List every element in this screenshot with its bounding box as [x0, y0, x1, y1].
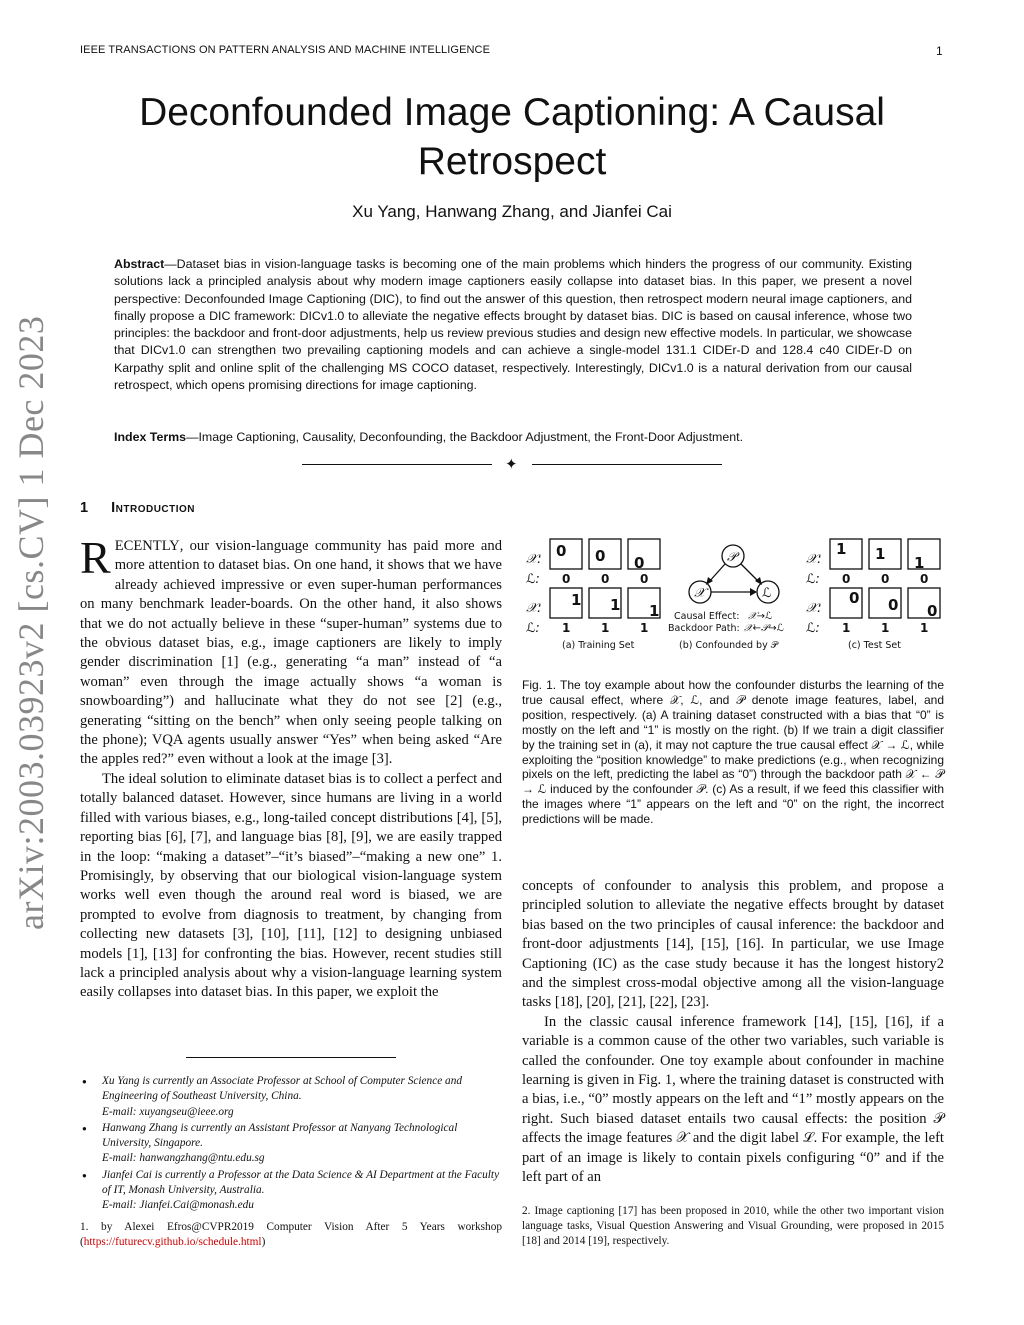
- c-test-digit-3: 1: [914, 554, 925, 572]
- a-row2-l-label: ℒ:: [526, 621, 540, 636]
- arxiv-stamp: arXiv:2003.03923v2 [cs.CV] 1 Dec 2023: [11, 315, 51, 930]
- intro-paragraph-1: [80, 532, 502, 770]
- panel-a-caption: (a) Training Set: [562, 640, 635, 651]
- section-number: 1: [80, 500, 89, 516]
- panel-c-caption: (c) Test Set: [848, 640, 901, 651]
- causal-effect-path: 𝒳→ℒ: [748, 611, 773, 622]
- c-test-digit-4: 0: [849, 589, 860, 607]
- a-train-digit-1: 0: [556, 542, 567, 560]
- a-label-4: 1: [562, 621, 571, 635]
- a-label-3: 0: [640, 572, 649, 586]
- c-row1-l-label: ℒ:: [806, 572, 820, 587]
- intro-paragraph-2: The ideal solution to eliminate dataset bias is to collect a perfect and totally balanced dataset. However, since humans are living in a world filled with various biases, e.g., long-tailed concept distributions [4], [5], reporting bias [6], [7], and language bias [8], [9], we are easily trapped in the loop: “making a dataset”–“it’s biased”–“making a new one” 1. Promisingly, by observing that our biological vision-language system works well even though the around real word is biased, we are prompted to evolve from diagnosis to treatment, by changing from collecting new datasets [3], [10], [11], [12] to designing unbiased models [1], [13] for confronting the bias. However, recent studies still lack a principled analysis about why a vision-language learning system easily collapses into dataset bias. In this paper, we exploit the: [80, 770, 502, 1001]
- index-terms: [114, 430, 912, 444]
- c-label-3: 0: [920, 572, 929, 586]
- section-title: Introduction: [111, 500, 196, 516]
- journal-header: IEEE TRANSACTIONS ON PATTERN ANALYSIS AND MACHINE INTELLIGENCE: [80, 44, 491, 56]
- page-number: 1: [936, 44, 943, 58]
- panel-b-caption: (b) Confounded by 𝒫: [679, 640, 778, 651]
- c-label-6: 1: [920, 621, 929, 635]
- c-row2-x-label: 𝒳:: [806, 601, 822, 616]
- node-l-label: ℒ: [762, 586, 772, 601]
- c-test-digit-5: 0: [888, 596, 899, 614]
- c-row1-x-label: 𝒳:: [806, 552, 822, 567]
- footnote-1: [80, 1220, 502, 1250]
- node-x-label: 𝒳: [694, 586, 706, 601]
- footnote-1-text: 1. by Alexei Efros@CVPR2019 Computer Vision After 5 Years workshop (: [80, 1221, 502, 1248]
- separator-left: [302, 464, 492, 465]
- paper-title: [80, 88, 944, 186]
- footnote-2: 2. Image captioning [17] has been proposed in 2010, while the other two important vision language tasks, Visual Question Answering and Visual Grounding, were proposed in 2015 [18] and 2014 [19], respectively.: [522, 1205, 944, 1247]
- affiliation-1: [80, 1074, 502, 1120]
- c-label-4: 1: [842, 621, 851, 635]
- affiliation-1-text: ● Xu Yang is currently an Associate Professor at School of Computer Science and Engineering of Southeast University, China.: [102, 1075, 463, 1103]
- a-train-digit-6: 1: [649, 602, 660, 620]
- a-row1-l-label: ℒ:: [526, 572, 540, 587]
- c-test-digit-2: 1: [875, 545, 886, 563]
- affiliation-3: [80, 1168, 502, 1214]
- c-label-5: 1: [881, 621, 890, 635]
- authors: Xu Yang, Hanwang Zhang, and Jianfei Cai: [352, 202, 672, 221]
- intro-lead: ECENTLY: [114, 538, 180, 554]
- affiliation-3-text: ● Jianfei Cai is currently a Professor at the Data Science & AI Department at the Faculty of IT, Monash University, Australia.: [102, 1168, 500, 1197]
- intro-p1-text: , our vision-language community has paid more and more attention to dataset bias. On one hand, it shows that we have already achieved impressive or even super-human performances on many benchmark leader-boards. On the other hand, it also shows that we do not actually believe in these “super-human” systems due to the obvious dataset bias, e.g., image captioners are likely to imply gender discrimination [1] (e.g., generating “a man” instead of “a woman” even through the image actually shows “a woman is snowboarding”) and hallucinate what they do not see [2] (e.g., generating “sitting on the bench” when only seeing people talking on the phone); VQA agents usually answer “Yes” when being asked “Are the apples red?” even without a look at the image [3].: [80, 538, 502, 768]
- title-line-1: Deconfounded Image Captioning: A Causal: [139, 91, 885, 134]
- a-row2-x-label: 𝒳:: [526, 601, 542, 616]
- title-line-2: Retrospect: [417, 140, 607, 183]
- index-terms-text: —Image Captioning, Causality, Deconfounding, the Backdoor Adjustment, the Front-Door Adjustment.: [186, 430, 744, 444]
- intro-paragraph-4: In the classic causal inference framework [14], [15], [16], if a variable is a common cause of the other two variables, such variable is called the confounder. One toy example about confounder in machine learning is given in Fig. 1, where the training dataset is constructed with a bias, i.e., “0” mostly appears on the left and “1” mostly appears on the right. Such biased dataset entails two causal effects: the position 𝒫 affects the image features 𝒳 and the digit label ℒ. For example, the left part of an image is likely to contain pixels configuring “0” and if the left part of an: [522, 1013, 944, 1186]
- separator-right: [532, 464, 722, 465]
- a-label-5: 1: [601, 621, 610, 635]
- footnote-1-link[interactable]: https://futurecv.github.io/schedule.html: [83, 1236, 262, 1248]
- footnote-1-close: ): [261, 1236, 266, 1248]
- c-test-digit-1: 1: [836, 540, 847, 558]
- node-p-label: 𝒫: [727, 550, 737, 565]
- backdoor-label: Backdoor Path:: [668, 623, 740, 634]
- affiliation-2-text: ● Hanwang Zhang is currently an Assistant Professor at Nanyang Technological University, Singapore.: [102, 1121, 458, 1150]
- arrowhead-x-l: [750, 588, 757, 596]
- a-label-6: 1: [640, 621, 649, 635]
- c-test-digit-6: 0: [927, 602, 938, 620]
- a-row1-x-label: 𝒳:: [526, 552, 542, 567]
- c-row2-l-label: ℒ:: [806, 621, 820, 636]
- a-train-digit-3: 0: [634, 554, 645, 572]
- affiliations: [80, 1074, 502, 1215]
- a-train-digit-2: 0: [595, 547, 606, 565]
- abstract-text: —Dataset bias in vision-language tasks is becoming one of the main problems which hinders the progress of our community. Existing solutions lack a principled analysis about why modern image captioners easily collapse into dataset bias. In this paper, we present a novel perspective: Deconfounded Image Captioning (DIC), to find out the answer of this question, then retrospect modern neural image captioners, and finally propose a DIC framework: DICv1.0 to alleviate the negative effects brought by dataset bias. DIC is based on causal inference, whose two principles: the backdoor and front-door adjustments, help us review previous studies and design new effective models. In particular, we showcase that DICv1.0 can strengthen two prevailing captioning models and can achieve a single-model 131.1 CIDEr-D and 128.4 c40 CIDEr-D on Karpathy split and online split of the challenging MS COCO dataset, respectively. Interestingly, DICv1.0 is a natural derivation from our causal retrospect, which opens promising directions for image captioning.: [114, 257, 912, 393]
- section-heading: [80, 500, 195, 516]
- c-label-2: 0: [881, 572, 890, 586]
- causal-effect-label: Causal Effect:: [674, 611, 740, 622]
- left-column: [80, 532, 502, 1003]
- index-terms-label: Index Terms: [114, 430, 187, 444]
- figure-1: [522, 530, 944, 658]
- figure-1-caption: Fig. 1. The toy example about how the confounder disturbs the learning of the true causal effect, where 𝒳, ℒ, and 𝒫 denote image features, label, and position, respectively. (a) A training dataset constructed with a bias that “0” is mostly on the left and “1” is mostly on the right. (b) If we train a digit classifier by the training set in (a), it may not capture the true causal effect 𝒳 → ℒ, while exploiting the “position knowledge” to make predictions (e.g., when recognizing pixels on the left, predicting the label as “0”) through the backdoor path 𝒳 ← 𝒫 → ℒ induced by the confounder 𝒫. (c) As a result, if we feed this classifier with the images where “1” appears on the left and “0” on the right, the incorrect predictions will be made.: [522, 678, 944, 827]
- a-label-1: 0: [562, 572, 571, 586]
- separator-diamond-icon: ✦: [505, 457, 518, 473]
- a-label-2: 0: [601, 572, 610, 586]
- dropcap: R: [80, 532, 111, 583]
- footnote-rule: [186, 1057, 396, 1058]
- figure-1-diagram: [522, 530, 944, 658]
- right-column: [522, 877, 944, 1188]
- abstract: [114, 256, 912, 394]
- affiliation-3-email: E-mail: Jianfei.Cai@monash.edu: [102, 1199, 254, 1212]
- c-label-1: 0: [842, 572, 851, 586]
- intro-paragraph-3: concepts of confounder to analysis this problem, and propose a principled solution to alleviate the negative effects brought by dataset bias based on the two principles of causal inference: the backdoor and front-door adjustments [14], [15], [16]. In particular, we use Image Captioning (IC) as the case study because it has the longest history2 and the simplest cross-modal objective among all the vision-language tasks [18], [20], [21], [22], [23].: [522, 878, 944, 1011]
- affiliation-2-email: E-mail: hanwangzhang@ntu.edu.sg: [102, 1152, 265, 1165]
- a-train-digit-4: 1: [571, 591, 582, 609]
- affiliation-1-email: E-mail: xuyangseu@ieee.org: [102, 1105, 234, 1118]
- a-train-digit-5: 1: [610, 596, 621, 614]
- abstract-label: Abstract: [114, 257, 165, 271]
- affiliation-2: [80, 1121, 502, 1167]
- backdoor-path: 𝒳←𝒫→ℒ: [744, 623, 784, 634]
